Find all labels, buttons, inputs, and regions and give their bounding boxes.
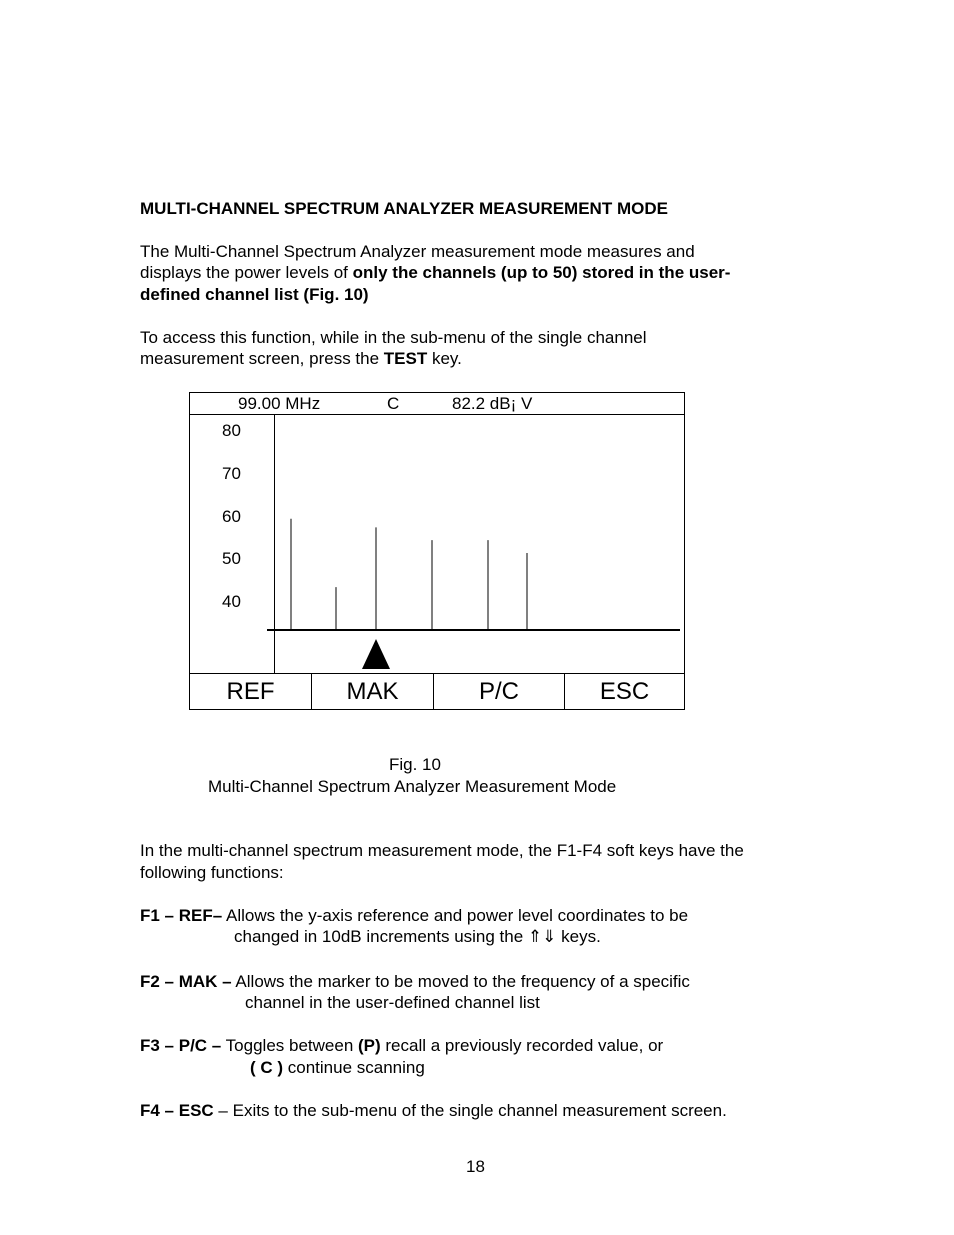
intro-line-1: The Multi-Channel Spectrum Analyzer measurement mode measures and xyxy=(140,242,695,261)
softkey-bar xyxy=(190,673,684,710)
intro-line-3 xyxy=(140,284,369,306)
f2-key-label: F2 – MAK – xyxy=(140,972,232,991)
figure-caption-number: Fig. 10 xyxy=(389,755,441,774)
section-heading: MULTI-CHANNEL SPECTRUM ANALYZER MEASUREMENT MODE xyxy=(140,199,668,218)
header-frequency: 99.00 MHz xyxy=(238,394,321,413)
f3-text-2: continue scanning xyxy=(283,1058,425,1077)
access-line-2-text: measurement screen, press the xyxy=(140,349,384,368)
y-tick-label: 40 xyxy=(222,592,241,611)
softkey-mak-button[interactable]: MAK xyxy=(312,674,434,710)
figure-caption-title: Multi-Channel Spectrum Analyzer Measurement Mode xyxy=(208,777,617,796)
marker-triangle-icon xyxy=(362,639,390,669)
softkey-pc-button[interactable]: P/C xyxy=(434,674,565,710)
f3-text-1a: Toggles between xyxy=(221,1036,358,1055)
f3-text-1b: recall a previously recorded value, or xyxy=(380,1036,664,1055)
f3-p-label: (P) xyxy=(358,1036,381,1055)
f1-key-label: F1 – REF– xyxy=(140,906,223,925)
f2-description-line-1 xyxy=(140,971,690,993)
f3-c-label: ( C ) xyxy=(250,1058,284,1077)
f4-key-label: F4 – ESC xyxy=(140,1101,214,1120)
intro-line-2-text: displays the power levels of xyxy=(140,263,353,282)
softkey-ref-button[interactable]: REF xyxy=(190,674,312,710)
test-key-label: TEST xyxy=(383,349,428,368)
y-tick-label: 80 xyxy=(222,421,241,440)
f3-description-line-1 xyxy=(140,1035,663,1057)
functions-intro-line-1: In the multi-channel spectrum measurement mode, the F1-F4 soft keys have the xyxy=(140,841,744,860)
y-tick-label: 70 xyxy=(222,464,241,483)
f2-description-line-2: channel in the user-defined channel list xyxy=(245,993,540,1012)
f3-key-label: F3 – P/C – xyxy=(140,1036,222,1055)
f1-description-line-2: changed in 10dB increments using the ⇑⇓ keys. xyxy=(234,927,601,946)
access-line-2-end: key. xyxy=(427,349,462,368)
intro-line-2 xyxy=(140,262,730,284)
access-line-1: To access this function, while in the sub-menu of the single channel xyxy=(140,328,647,347)
f1-text-1: Allows the y-axis reference and power level coordinates to be xyxy=(222,906,689,925)
header-level: 82.2 dB¡ V xyxy=(452,394,533,413)
intro-line-3-bold: defined channel list (Fig. 10) xyxy=(140,285,369,304)
spectrum-plot xyxy=(190,393,684,673)
page-number: 18 xyxy=(466,1157,485,1176)
spectrum-screen-figure xyxy=(189,392,685,710)
f3-description-line-2 xyxy=(250,1057,425,1079)
y-tick-label: 50 xyxy=(222,549,241,568)
f4-description-line xyxy=(140,1100,727,1122)
header-mode: C xyxy=(387,394,400,413)
f1-description-line-1 xyxy=(140,905,688,927)
f2-text-1: Allows the marker to be moved to the frequency of a specific xyxy=(231,972,690,991)
softkey-esc-button[interactable]: ESC xyxy=(599,678,650,705)
f4-text: – Exits to the sub-menu of the single channel measurement screen. xyxy=(213,1101,727,1120)
intro-line-2-bold: only the channels (up to 50) stored in the user- xyxy=(352,263,731,282)
functions-intro-line-2: following functions: xyxy=(140,863,284,882)
y-tick-label: 60 xyxy=(222,507,241,526)
access-line-2 xyxy=(140,348,462,370)
